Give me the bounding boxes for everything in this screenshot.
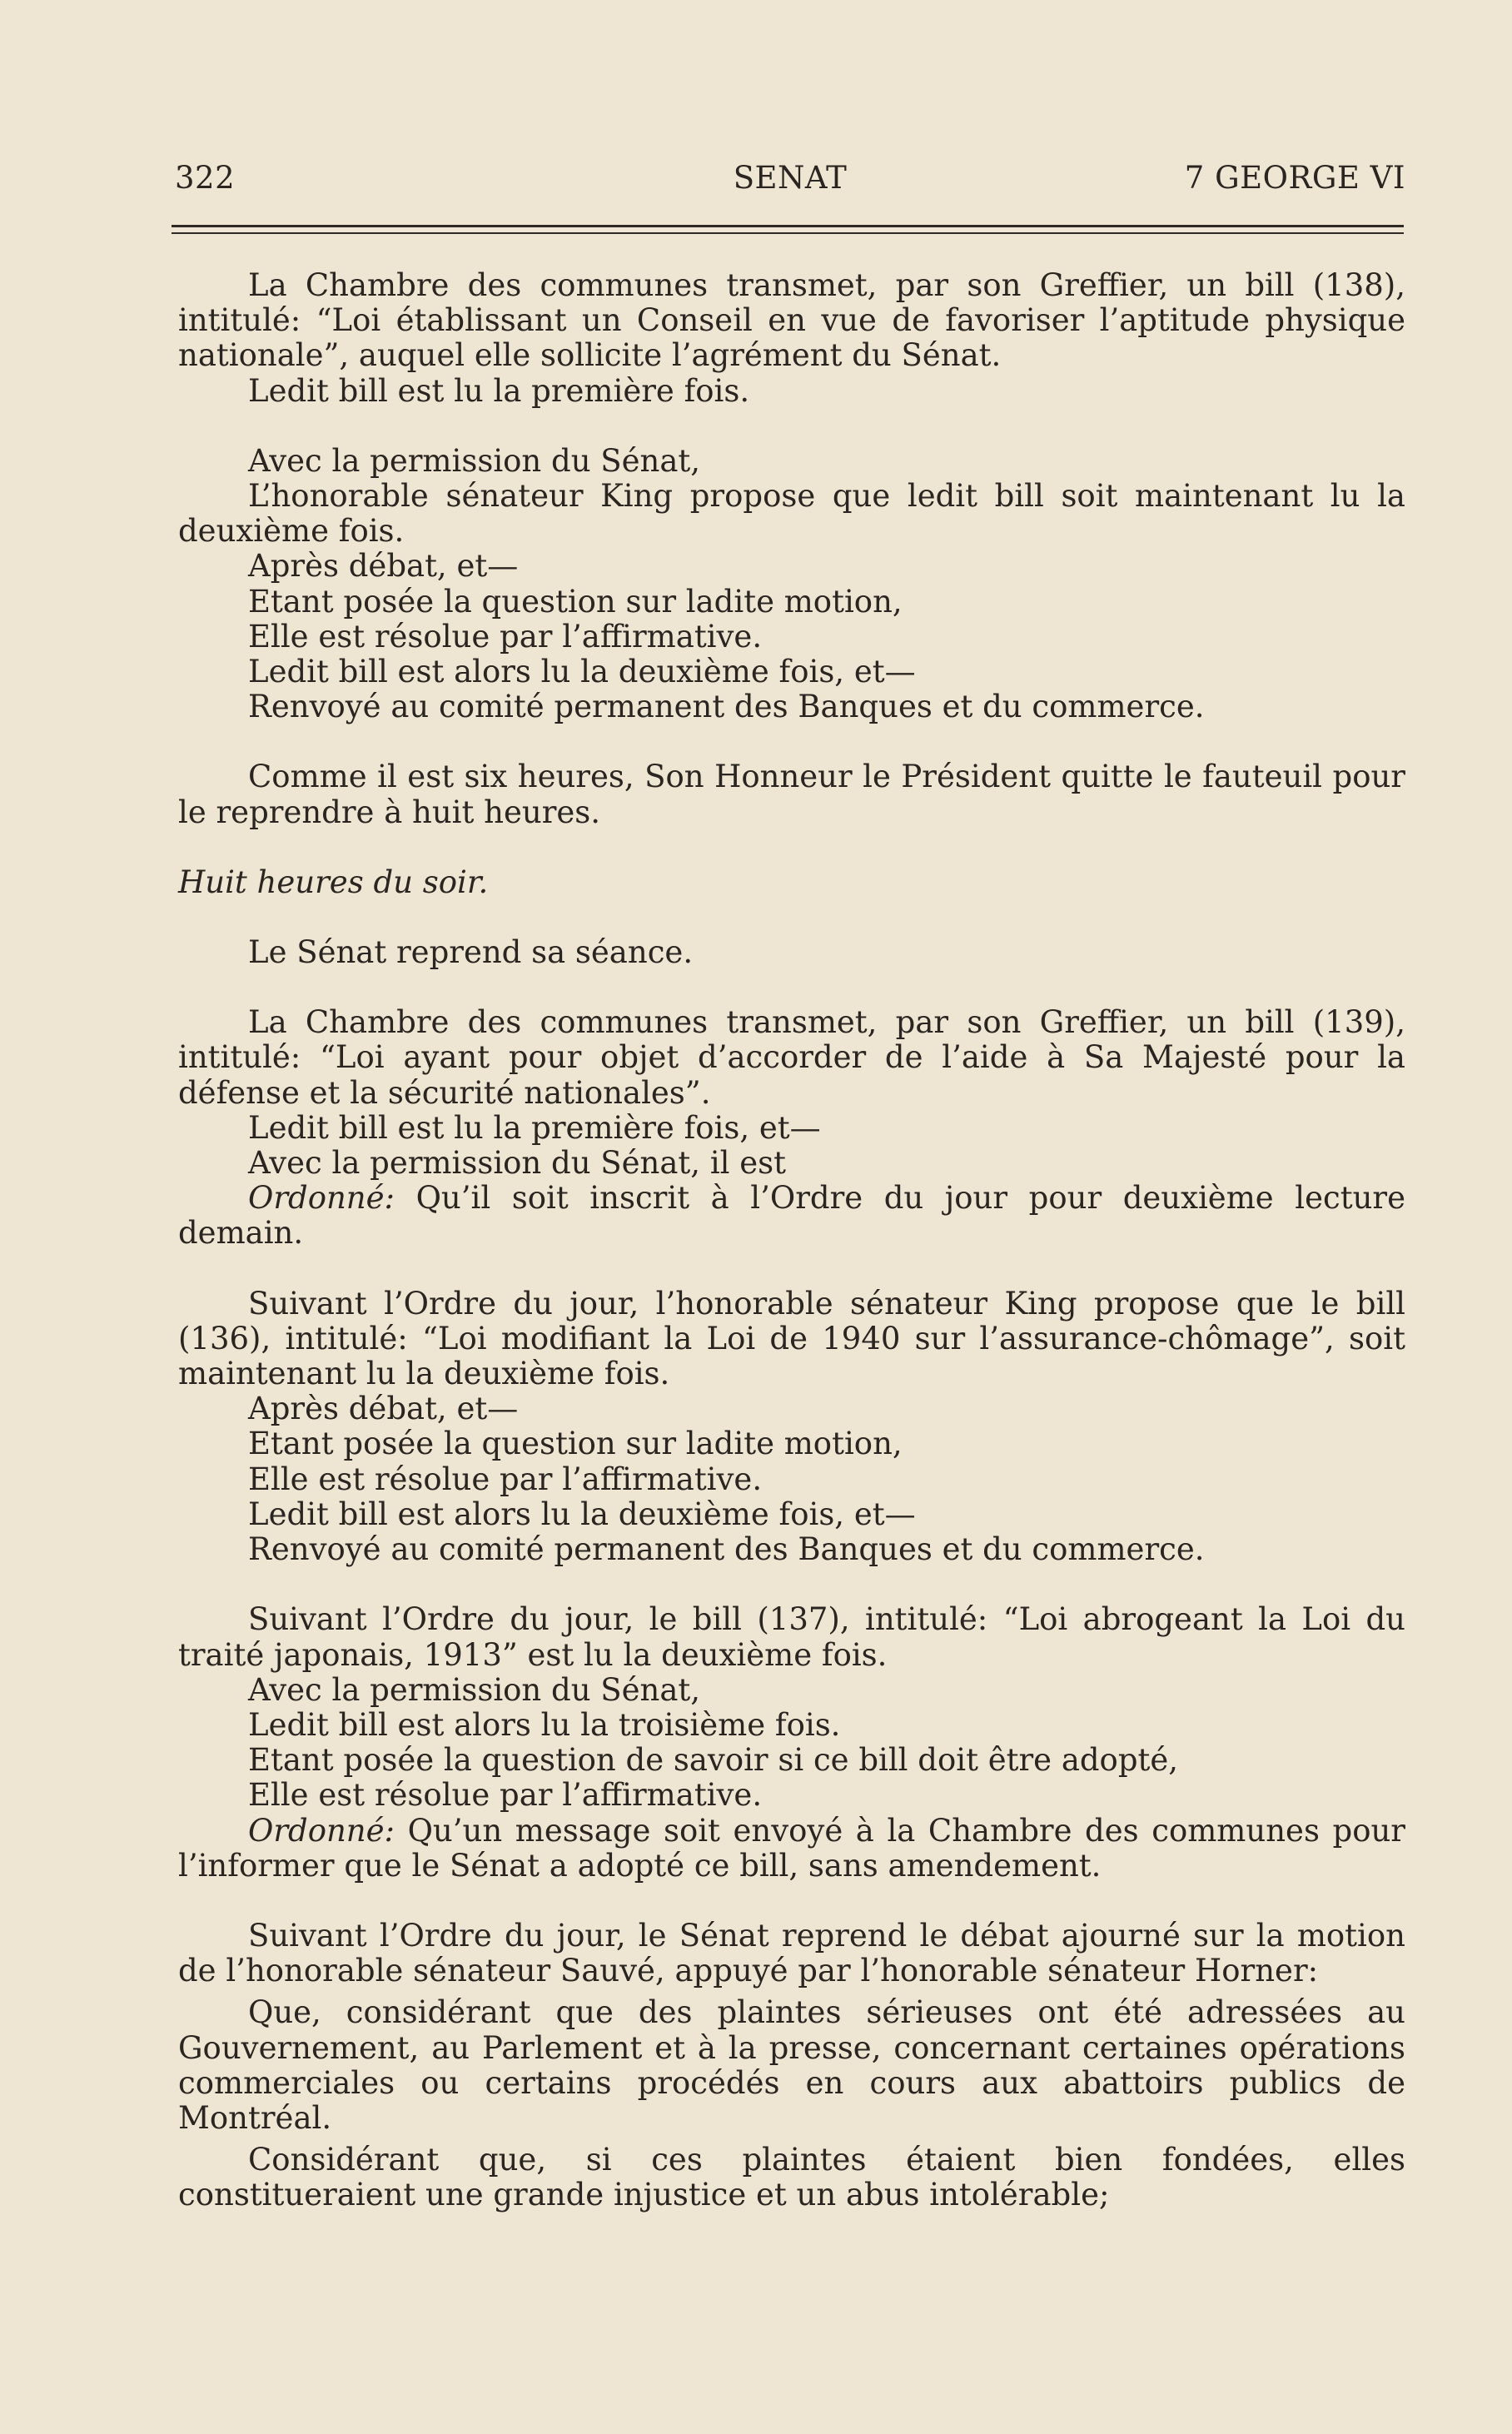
paragraph: Etant posée la question sur ladite motion, — [248, 583, 903, 620]
paragraph: Renvoyé au comité permanent des Banques et du commerce. — [248, 689, 1205, 725]
paragraph: Le Sénat reprend sa séance. — [248, 934, 694, 971]
paragraph: Suivant l’Ordre du jour, le bill (137), intitulé: “Loi abrogeant la Loi du traité japonais, 1913” est lu la deuxième fois. — [178, 1601, 1405, 1673]
paragraph: Considérant que, si ces plaintes étaient bien fondées, elles constitueraient une grande injustice et un abus intolérable; — [178, 2142, 1405, 2213]
paragraph: Elle est résolue par l’affirmative. — [248, 618, 763, 655]
paragraph: Avec la permission du Sénat, — [248, 1671, 701, 1708]
paragraph: Après débat, et— — [248, 548, 519, 585]
page-number: 322 — [175, 160, 236, 196]
paragraph: Avec la permission du Sénat, — [248, 442, 701, 479]
paragraph: Ledit bill est lu la première fois. — [248, 372, 750, 409]
paragraph: Ledit bill est alors lu la troisième fois. — [248, 1706, 841, 1743]
document-body — [178, 268, 1405, 2213]
paragraph: Renvoyé au comité permanent des Banques et du commerce. — [248, 1531, 1205, 1568]
order-text: Qu’un message soit envoyé à la Chambre des communes pour l’informer que le Sénat a adopté ce bill, sans amendement. — [178, 1812, 1405, 1884]
paragraph: Ledit bill est alors lu la deuxième fois, et— — [248, 654, 916, 690]
header-reign: 7 GEORGE VI — [1184, 160, 1405, 196]
paragraph: Ledit bill est lu la première fois, et— — [248, 1109, 821, 1146]
paragraph: Etant posée la question de savoir si ce bill doit être adopté, — [248, 1742, 1179, 1779]
paragraph: Suivant l’Ordre du jour, l’honorable sénateur King propose que le bill (136), intitulé: “Loi modifiant la Loi de 1940 sur l’assurance-chômage”, soit maintenant lu la deuxième fois. — [178, 1285, 1405, 1392]
paragraph: La Chambre des communes transmet, par son Greffier, un bill (138), intitulé: “Loi établissant un Conseil en vue de favoriser l’aptitude physique nationale”, auquel elle sollicite l’agrément du Sénat. — [178, 267, 1405, 374]
paragraph: Suivant l’Ordre du jour, le Sénat reprend le débat ajourné sur la motion de l’honorable sénateur Sauvé, appuyé par l’honorable sénateur Horner: — [178, 1917, 1405, 1989]
order-label: Ordonné: — [248, 1180, 395, 1217]
paragraph: Comme il est six heures, Son Honneur le Président quitte le fauteuil pour le reprendre à huit heures. — [178, 759, 1405, 830]
paragraph: Que, considérant que des plaintes sérieuses ont été adressées au Gouvernement, au Parlement et à la presse, concernant certaines opérations commerciales ou certains procédés en cours aux abattoirs publics de Montréal. — [178, 1994, 1405, 2136]
header-rule-bottom — [172, 232, 1404, 234]
paragraph: Après débat, et— — [248, 1391, 519, 1427]
header-rule-top — [172, 225, 1404, 227]
paragraph: Etant posée la question sur ladite motion, — [248, 1426, 903, 1462]
paragraph: Elle est résolue par l’affirmative. — [248, 1777, 763, 1814]
running-header — [175, 160, 1405, 202]
order-paragraph — [178, 1814, 1405, 1884]
paragraph: Ledit bill est alors lu la deuxième fois, et— — [248, 1496, 916, 1532]
header-title: SENAT — [733, 160, 848, 196]
paragraph: Avec la permission du Sénat, il est — [248, 1145, 787, 1182]
order-text: Qu’il soit inscrit à l’Ordre du jour pour deuxième lecture demain. — [178, 1180, 1405, 1252]
order-paragraph — [178, 1181, 1405, 1251]
paragraph: La Chambre des communes transmet, par son Greffier, un bill (139), intitulé: “Loi ayant pour objet d’accorder de l’aide à Sa Majesté pour la défense et la sécurité nationales”. — [178, 1004, 1405, 1111]
paragraph: L’honorable sénateur King propose que ledit bill soit maintenant lu la deuxième fois. — [178, 478, 1405, 550]
order-label: Ordonné: — [248, 1812, 395, 1849]
paragraph: Elle est résolue par l’affirmative. — [248, 1461, 763, 1497]
time-heading: Huit heures du soir. — [178, 864, 489, 900]
